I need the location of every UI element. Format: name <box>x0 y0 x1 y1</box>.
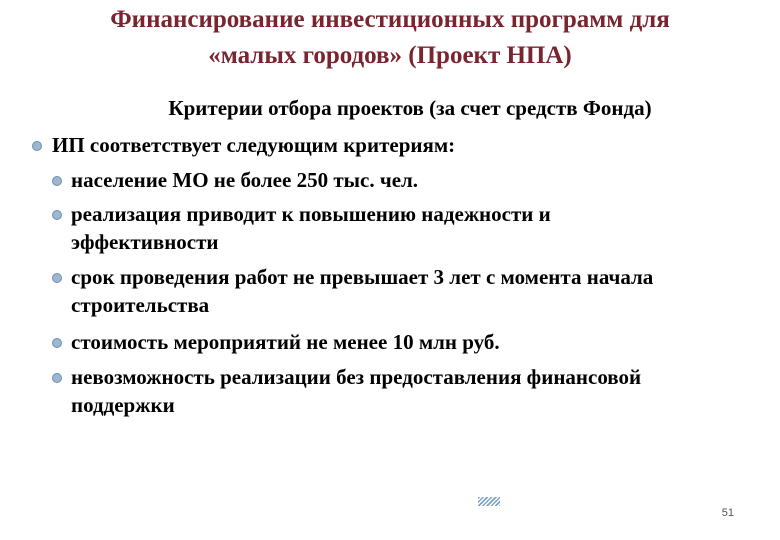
slide-title-line-2: «малых городов» (Проект НПА) <box>208 42 572 69</box>
bullet-icon <box>52 338 62 348</box>
criterion-text-continuation: строительства <box>71 293 210 317</box>
slide-title-line-1: Финансирование инвестиционных программ для <box>110 6 670 33</box>
criterion-text: население МО не более 250 тыс. чел. <box>71 168 419 192</box>
bullet-icon <box>32 141 42 151</box>
criterion-text: стоимость мероприятий не менее 10 млн руб. <box>71 330 500 354</box>
decorative-stripe <box>478 497 500 506</box>
bullet-icon <box>52 373 62 383</box>
slide-subtitle: Критерии отбора проектов (за счет средств Фонда) <box>168 96 652 120</box>
criterion-text-continuation: поддержки <box>71 393 175 417</box>
bullet-icon <box>52 273 62 283</box>
criterion-text: срок проведения работ не превышает 3 лет с момента начала <box>71 265 654 289</box>
criterion-text: невозможность реализации без предоставления финансовой <box>71 365 642 389</box>
criterion-text: реализация приводит к повышению надежности и <box>71 202 551 226</box>
criterion-text-continuation: эффективности <box>71 230 219 254</box>
bullet-icon <box>52 210 62 220</box>
bullet-icon <box>52 176 62 186</box>
page-number: 51 <box>721 507 734 519</box>
main-bullet-text: ИП соответствует следующим критериям: <box>52 133 456 157</box>
